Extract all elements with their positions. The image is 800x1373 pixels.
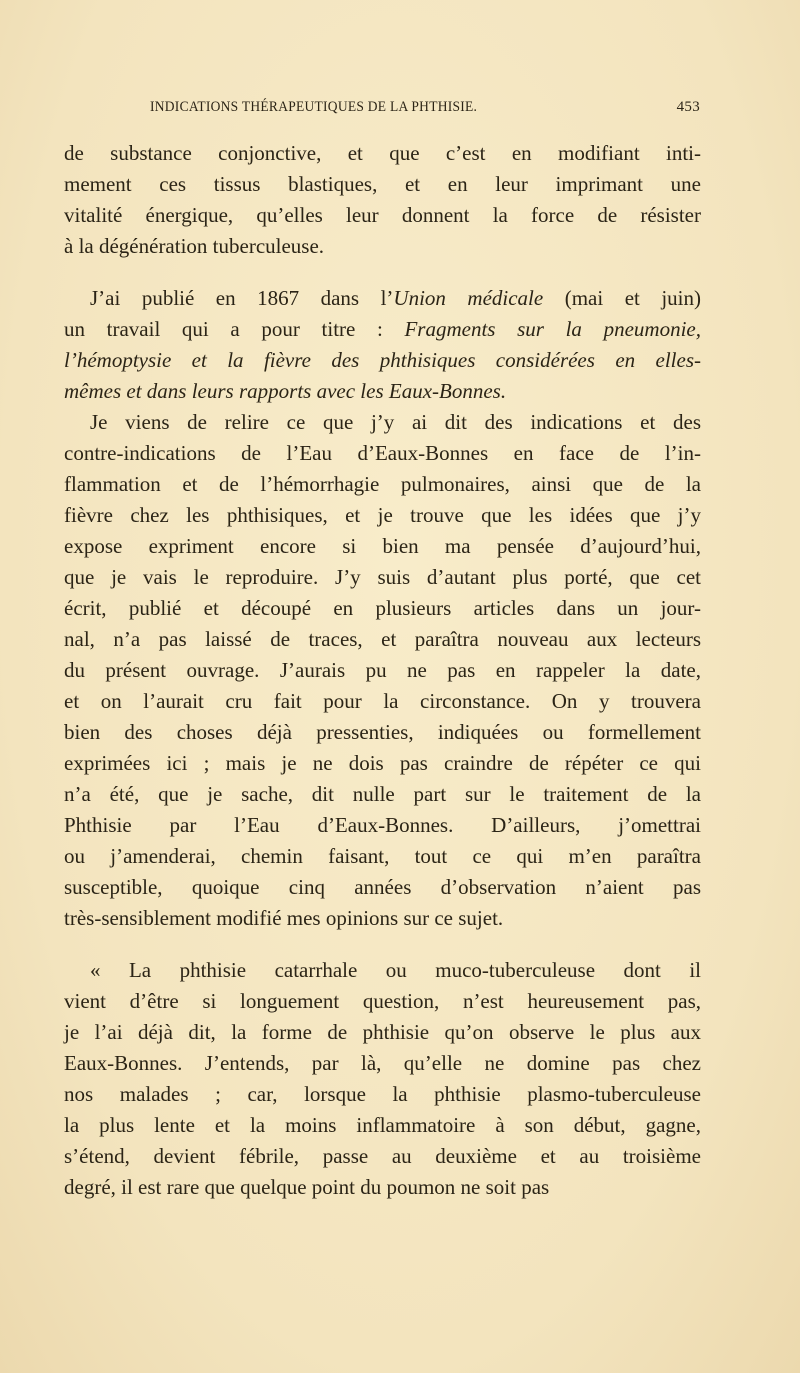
text-segment: expose expriment encore si bien ma pensée d’aujourd’hui, — [64, 534, 701, 558]
text-line — [64, 1141, 701, 1172]
text-line — [64, 200, 701, 231]
running-title: INDICATIONS THÉRAPEUTIQUES DE LA PHTHISIE. — [150, 99, 478, 115]
text-segment: que je vais le reproduire. J’y suis d’autant plus porté, que cet — [64, 565, 701, 589]
text-line — [64, 314, 701, 345]
text-line — [64, 500, 701, 531]
text-segment: écrit, publié et découpé en plusieurs articles dans un jour- — [64, 596, 701, 620]
text-line — [64, 345, 701, 376]
italic-text: mêmes et dans leurs rapports avec les Eaux-Bonnes. — [64, 379, 507, 403]
text-segment: Je viens de relire ce que j’y ai dit des indications et des — [90, 410, 701, 434]
text-segment: très-sensiblement modifié mes opinions sur ce sujet. — [64, 906, 504, 930]
text-line — [64, 562, 701, 593]
italic-text: Fragments sur la pneumonie, — [404, 317, 701, 341]
text-line — [64, 655, 701, 686]
text-line — [64, 283, 701, 314]
text-segment: nos malades ; car, lorsque la phthisie plasmo-tuberculeuse — [64, 1082, 701, 1106]
text-line — [64, 1048, 701, 1079]
text-segment: Eaux-Bonnes. J’entends, par là, qu’elle ne domine pas chez — [64, 1051, 701, 1075]
text-line — [64, 903, 701, 934]
text-segment: (mai et juin) — [543, 286, 701, 310]
text-segment: « La phthisie catarrhale ou muco-tuberculeuse dont il — [90, 958, 701, 982]
text-segment: vitalité énergique, qu’elles leur donnent la force de résister — [64, 203, 701, 227]
paragraph — [64, 955, 701, 1203]
text-segment: Phthisie par l’Eau d’Eaux-Bonnes. D’ailleurs, j’omettrai — [64, 813, 701, 837]
text-segment: vient d’être si longuement question, n’est heureusement pas, — [64, 989, 701, 1013]
text-line — [64, 1172, 701, 1203]
text-line — [64, 986, 701, 1017]
text-line — [64, 717, 701, 748]
text-segment: susceptible, quoique cinq années d’observation n’aient pas — [64, 875, 701, 899]
text-line — [64, 138, 701, 169]
text-line — [64, 1079, 701, 1110]
text-line — [64, 686, 701, 717]
text-line — [64, 231, 701, 262]
text-line — [64, 841, 701, 872]
text-line — [64, 955, 701, 986]
text-line — [64, 531, 701, 562]
text-line — [64, 1017, 701, 1048]
text-segment: la plus lente et la moins inflammatoire à son début, gagne, — [64, 1113, 701, 1137]
text-segment: s’étend, devient fébrile, passe au deuxième et au troisième — [64, 1144, 701, 1168]
text-segment: exprimées ici ; mais je ne dois pas craindre de répéter ce qui — [64, 751, 701, 775]
text-line — [64, 438, 701, 469]
text-segment: contre-indications de l’Eau d’Eaux-Bonnes en face de l’in- — [64, 441, 701, 465]
running-header — [150, 95, 700, 119]
italic-text: l’hémoptysie et la fièvre des phthisiques considérées en elles- — [64, 348, 701, 372]
page-number: 453 — [676, 99, 700, 115]
text-segment: de substance conjonctive, et que c’est en modifiant inti- — [64, 141, 701, 165]
text-line — [64, 593, 701, 624]
text-segment: un travail qui a pour titre : — [64, 317, 405, 341]
body-text — [64, 138, 701, 1224]
text-segment: flammation et de l’hémorrhagie pulmonaires, ainsi que de la — [64, 472, 701, 496]
text-segment: du présent ouvrage. J’aurais pu ne pas en rappeler la date, — [64, 658, 701, 682]
text-line — [64, 469, 701, 500]
paragraph — [64, 283, 701, 934]
text-segment: à la dégénération tuberculeuse. — [64, 234, 325, 258]
text-line — [64, 872, 701, 903]
text-segment: et on l’aurait cru fait pour la circonstance. On y trouvera — [64, 689, 701, 713]
text-line — [64, 810, 701, 841]
text-segment: nal, n’a pas laissé de traces, et paraîtra nouveau aux lecteurs — [64, 627, 701, 651]
text-line — [64, 376, 701, 407]
text-line — [64, 748, 701, 779]
text-line — [64, 779, 701, 810]
text-segment: J’ai publié en 1867 dans l’ — [90, 286, 394, 310]
text-segment: mement ces tissus blastiques, et en leur imprimant une — [64, 172, 701, 196]
text-line — [64, 169, 701, 200]
text-segment: je l’ai déjà dit, la forme de phthisie qu’on observe le plus aux — [64, 1020, 701, 1044]
text-line — [64, 1110, 701, 1141]
text-segment: fièvre chez les phthisiques, et je trouve que les idées que j’y — [64, 503, 701, 527]
text-line — [64, 407, 701, 438]
italic-text: Union médicale — [393, 286, 544, 310]
text-line — [64, 624, 701, 655]
text-segment: ou j’amenderai, chemin faisant, tout ce qui m’en paraîtra — [64, 844, 701, 868]
text-segment: bien des choses déjà pressenties, indiquées ou formellement — [64, 720, 701, 744]
text-segment: degré, il est rare que quelque point du poumon ne soit pas — [64, 1175, 550, 1199]
paragraph — [64, 138, 701, 262]
text-segment: n’a été, que je sache, dit nulle part sur le traitement de la — [64, 782, 701, 806]
